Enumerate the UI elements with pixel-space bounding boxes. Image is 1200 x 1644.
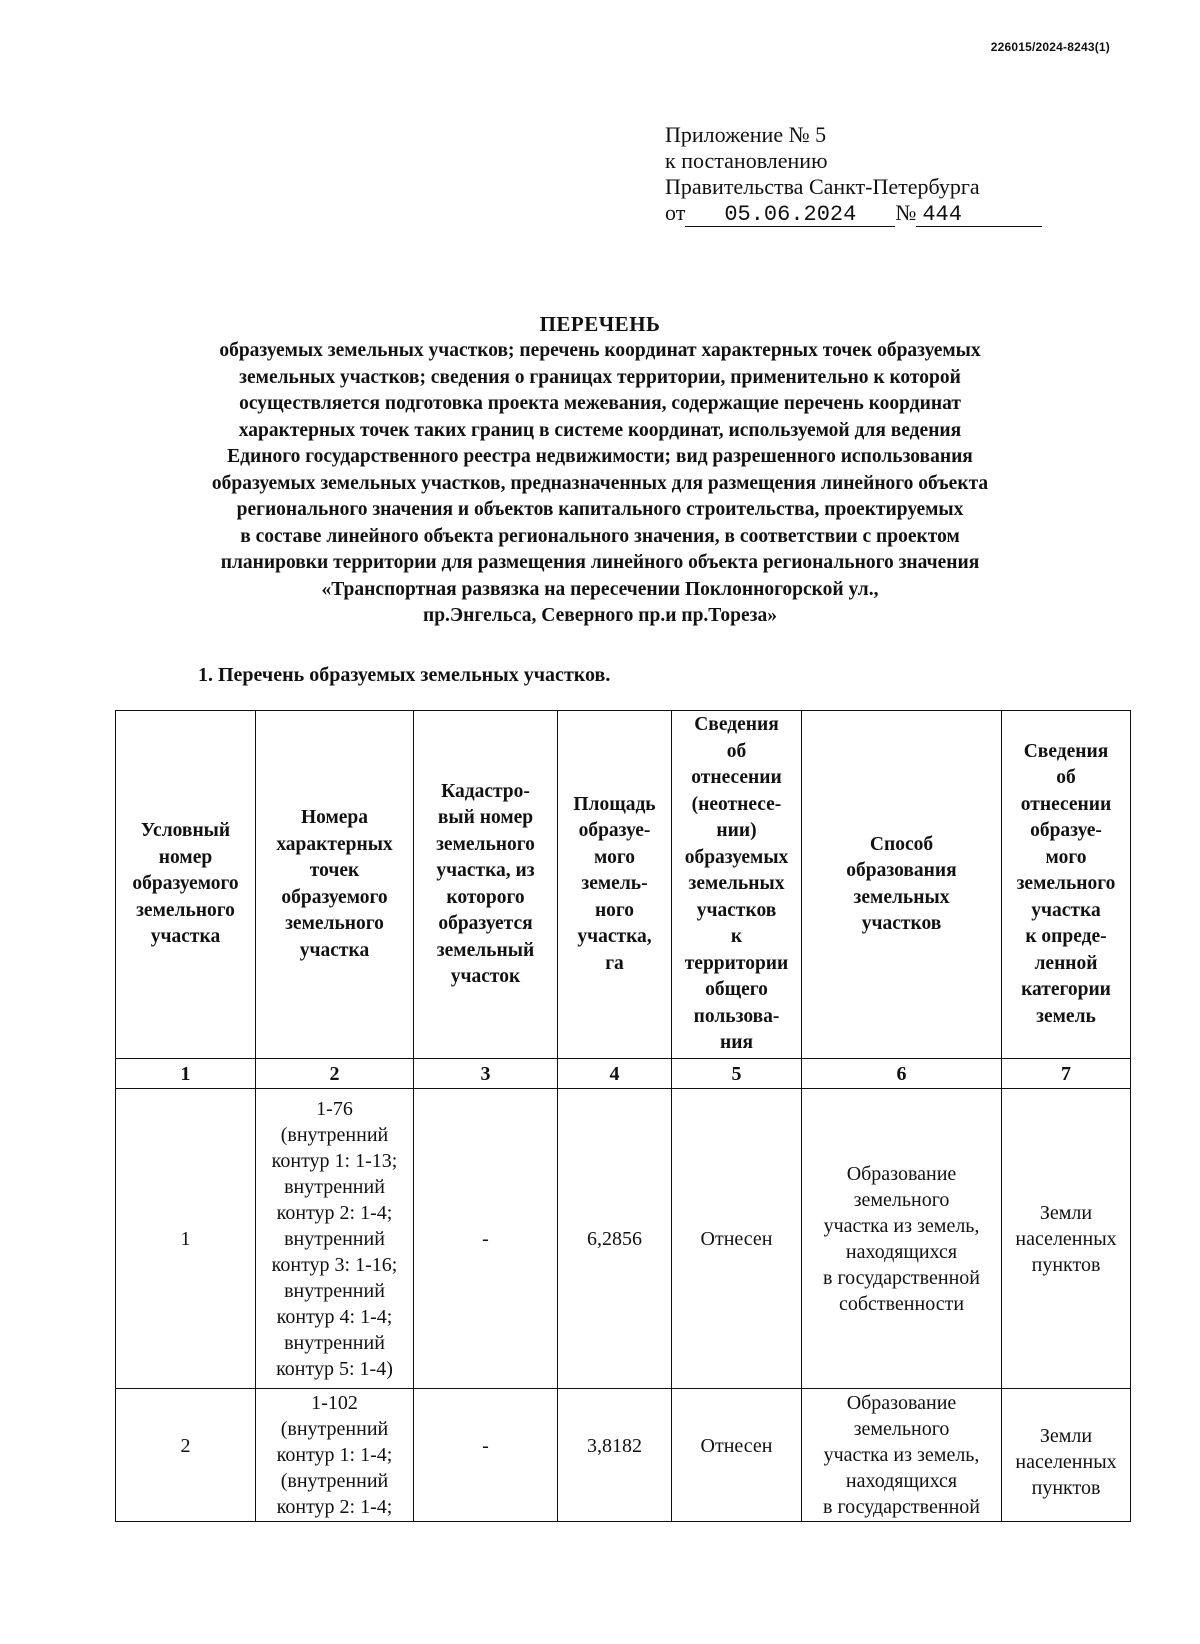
cell-point-numbers: 1-76 (внутренний контур 1: 1-13; внутренний контур 2: 1-4; внутренний контур 3: 1-16; внутренний контур 4: 1-4; внутренний контур 5: 1-4) — [256, 1089, 414, 1389]
cell-plot-number: 2 — [116, 1389, 256, 1522]
description-line: «Транспортная развязка на пересечении Поклонногорской ул., — [321, 578, 879, 600]
cell-land-category: Земли населенных пунктов — [1002, 1089, 1131, 1389]
header-area: Площадь образуе- мого земель- ного участка, га — [558, 711, 672, 1059]
cell-formation-method: Образование земельного участка из земель, находящихся в государственной собственности — [802, 1089, 1002, 1389]
cell-point-numbers: 1-102 (внутренний контур 1: 1-4; (внутренний контур 2: 1-4; — [256, 1389, 414, 1522]
description-line: образуемых земельных участков, предназначенных для размещения линейного объекта — [211, 472, 989, 494]
title-description — [120, 338, 1080, 630]
description-line: регионального значения и объектов капитального строительства, проектируемых — [236, 499, 964, 520]
column-number: 2 — [256, 1059, 414, 1089]
column-number-row — [116, 1059, 1131, 1089]
column-number: 6 — [802, 1059, 1002, 1089]
from-label: от — [665, 200, 686, 225]
table-header-row — [116, 711, 1131, 1059]
column-number: 5 — [672, 1059, 802, 1089]
resolution-number: 444 — [916, 204, 1042, 227]
description-line: земельных участков; сведения о границах территории, применительно к которой — [239, 366, 961, 388]
description-line: в составе линейного объекта регионального значения, в соответствии с проектом — [240, 525, 960, 547]
land-plots-table — [115, 710, 1131, 1522]
description-line: планировки территории для размещения линейного объекта регионального значения — [220, 552, 980, 573]
cell-land-category: Земли населенных пунктов — [1002, 1389, 1131, 1522]
column-number: 7 — [1002, 1059, 1131, 1089]
cell-public-use: Отнесен — [672, 1389, 802, 1522]
appendix-line-3: Правительства Санкт-Петербурга — [665, 174, 980, 199]
description-line: осуществляется подготовка проекта межевания, содержащие перечень координат — [239, 393, 961, 414]
page-title: ПЕРЕЧЕНЬ — [539, 312, 661, 336]
header-cadastral-number: Кадастро- вый номер земельного участка, из которого образуется земельный участок — [414, 711, 558, 1059]
cell-area: 3,8182 — [558, 1389, 672, 1522]
section-heading: 1. Перечень образуемых земельных участков. — [198, 664, 611, 686]
appendix-line-2: к постановлению — [665, 148, 828, 173]
description-line: пр.Энгельса, Северного пр.и пр.Тореза» — [422, 605, 778, 626]
column-number: 3 — [414, 1059, 558, 1089]
header-plot-number: Условный номер образуемого земельного участка — [116, 711, 256, 1059]
cell-plot-number: 1 — [116, 1089, 256, 1389]
description-line: характерных точек таких границ в системе координат, используемой для ведения — [238, 419, 962, 441]
column-number: 1 — [116, 1059, 256, 1089]
description-line: образуемых земельных участков; перечень координат характерных точек образуемых — [219, 340, 981, 361]
number-label: № — [895, 200, 917, 225]
resolution-date: 05.06.2024 — [685, 204, 895, 227]
appendix-date-row — [665, 200, 1042, 227]
table-row — [116, 1389, 1131, 1522]
cell-public-use: Отнесен — [672, 1089, 802, 1389]
header-formation-method: Способ образования земельных участков — [802, 711, 1002, 1059]
description-line: Единого государственного реестра недвижимости; вид разрешенного использования — [227, 446, 973, 467]
document-id: 226015/2024-8243(1) — [990, 40, 1110, 54]
header-public-use: Сведения об отнесении (неотнесе- нии) образуемых земельных участков к территории общего пользова- ния — [672, 711, 802, 1059]
cell-cadastral-number: - — [414, 1089, 558, 1389]
header-land-category: Сведения об отнесении образуе- мого земельного участка к опреде- ленной категории земель — [1002, 711, 1131, 1059]
cell-area: 6,2856 — [558, 1089, 672, 1389]
column-number: 4 — [558, 1059, 672, 1089]
cell-formation-method: Образование земельного участка из земель, находящихся в государственной — [802, 1389, 1002, 1522]
header-point-numbers: Номера характерных точек образуемого земельного участка — [256, 711, 414, 1059]
cell-cadastral-number: - — [414, 1389, 558, 1522]
table-row — [116, 1089, 1131, 1389]
appendix-block — [665, 122, 1042, 227]
appendix-line-1: Приложение № 5 — [665, 122, 827, 147]
